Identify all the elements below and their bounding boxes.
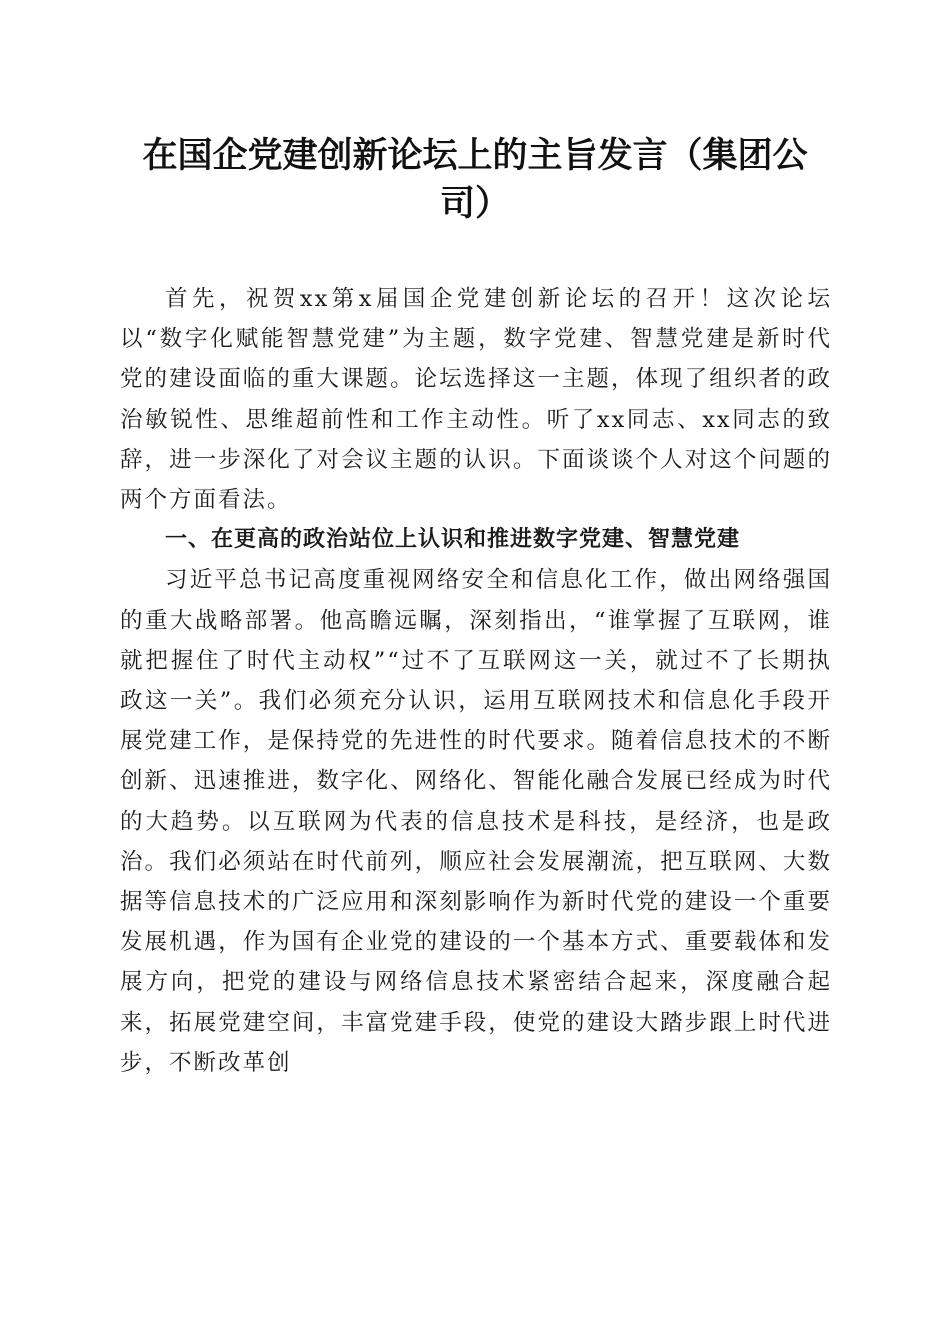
document-title: 在国企党建创新论坛上的主旨发言（集团公司） (142, 135, 808, 224)
section-1-paragraph: 习近平总书记高度重视网络安全和信息化工作，做出网络强国的重大战略部署。他高瞻远瞩，深刻指出，“谁掌握了互联网，谁就把握住了时代主动权”“过不了互联网这一关，就过不了长期执政这一关”。我们必须充分认识，运用互联网技术和信息化手段开展党建工作，是保持党的先进性的时代要求。随着信息技术的不断创新、迅速推进，数字化、网络化、智能化融合发展已经成为时代的大趋势。以互联网为代表的信息技术是科技，是经济，也是政治。我们必须站在时代前列，顺应社会发展潮流，把互联网、大数据等信息技术的广泛应用和深刻影响作为新时代党的建设一个重要发展机遇，作为国有企业党的建设的一个基本方式、重要载体和发展方向，把党的建设与网络信息技术紧密结合起来，深度融合起来，拓展党建空间，丰富党建手段，使党的建设大踏步跟上时代进步，不断改革创 (120, 567, 832, 1076)
document-body (120, 279, 832, 1083)
intro-paragraph: 首先，祝贺xx第x届国企党建创新论坛的召开！这次论坛以“数字化赋能智慧党建”为主题，数字党建、智慧党建是新时代党的建设面临的重大课题。论坛选择这一主题，体现了组织者的政治敏锐性、思维超前性和工作主动性。听了xx同志、xx同志的致辞，进一步深化了对会议主题的认识。下面谈谈个人对这个问题的两个方面看法。 (120, 286, 832, 514)
section-heading-1: 一、在更高的政治站位上认识和推进数字党建、智慧党建 (165, 527, 741, 553)
